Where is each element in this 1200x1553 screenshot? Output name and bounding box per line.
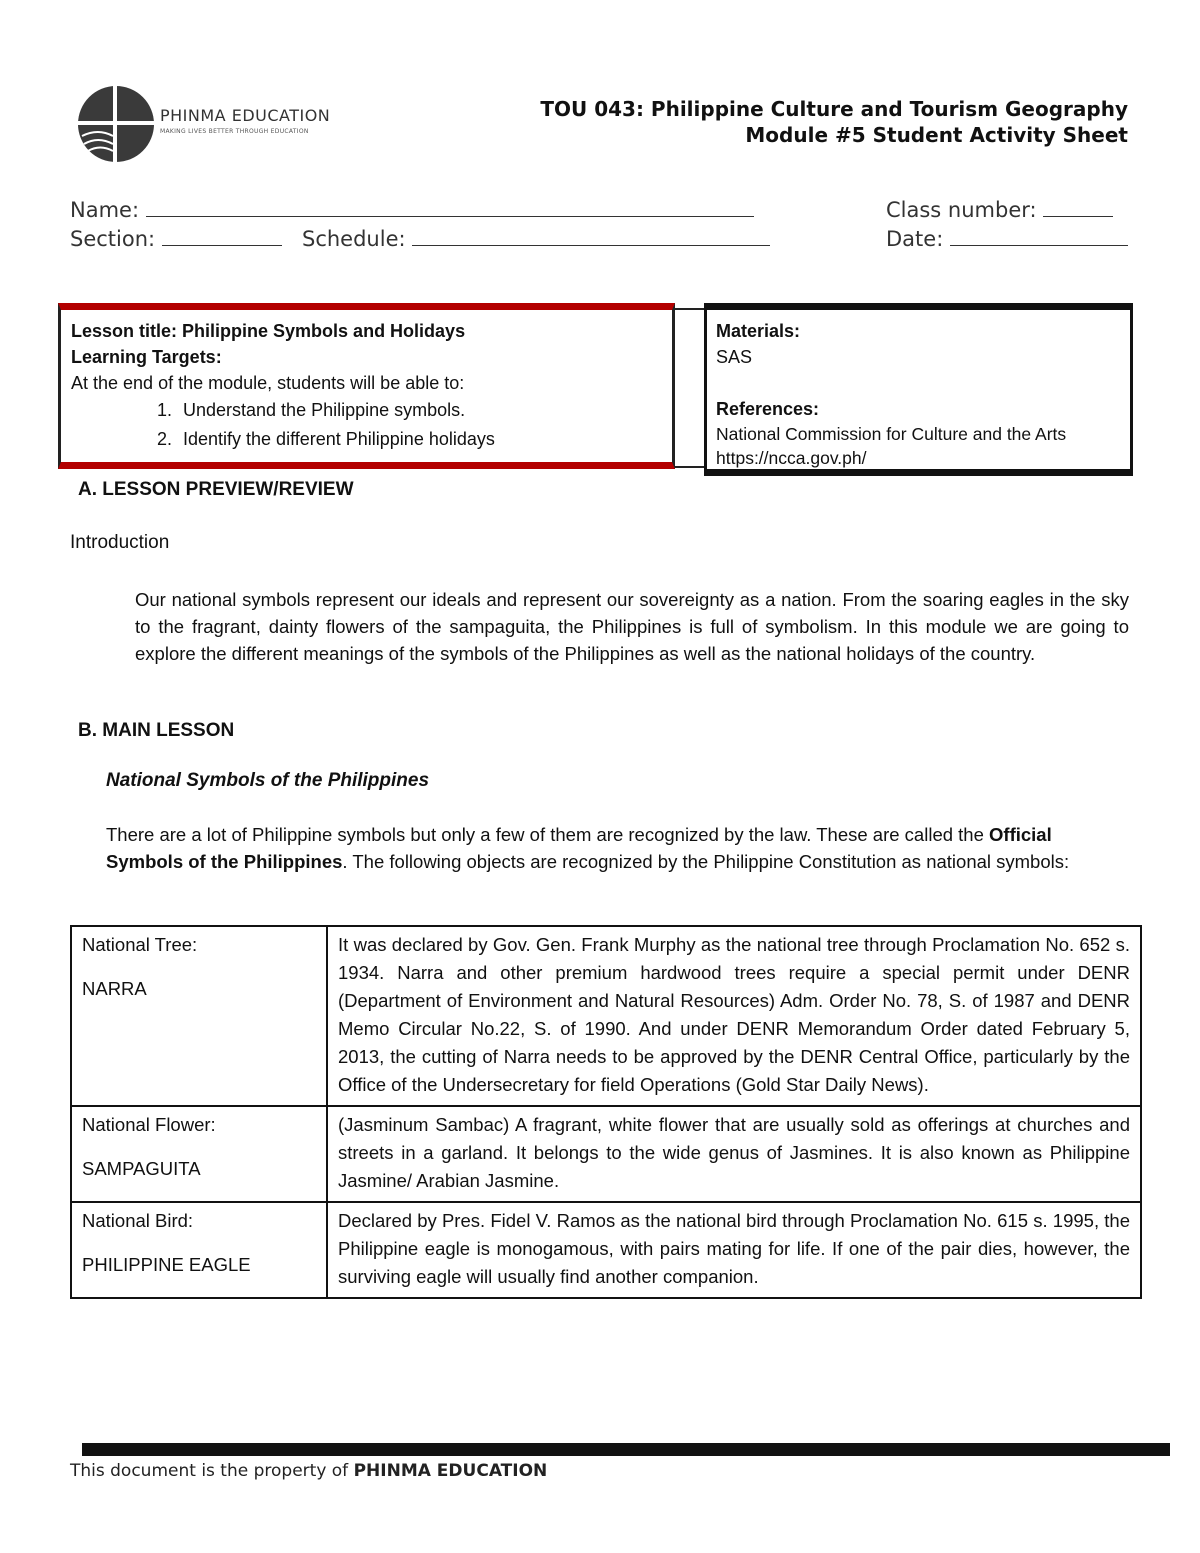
materials-label: Materials:	[716, 321, 801, 341]
lesson-info-box	[58, 303, 675, 469]
symbol-label-cell	[71, 926, 327, 1106]
section-blank[interactable]	[162, 227, 282, 246]
logo-tagline: MAKING LIVES BETTER THROUGH EDUCATION	[160, 128, 309, 135]
materials-box	[704, 303, 1133, 476]
logo-text: PHINMA EDUCATION	[160, 106, 331, 125]
symbol-description: Declared by Pres. Fidel V. Ramos as the national bird through Proclamation No. 615 s. 1995, the Philippine eagle is monogamous, with pairs mating for life. If one of the pair dies, however, the surviving eagle will usually find another companion.	[327, 1202, 1141, 1298]
class-number-label: Class number:	[886, 198, 1037, 222]
course-title: TOU 043: Philippine Culture and Tourism Geography	[540, 97, 1128, 121]
class-number-field[interactable]	[886, 198, 1113, 222]
symbol-label-cell	[71, 1106, 327, 1202]
document-header	[540, 96, 1128, 148]
date-field[interactable]	[886, 227, 1128, 251]
module-title: Module #5 Student Activity Sheet	[745, 123, 1128, 147]
section-b-heading: B. MAIN LESSON	[78, 720, 235, 741]
table-row	[71, 926, 1141, 1106]
symbol-category: National Bird:	[82, 1210, 194, 1231]
reference-link[interactable]: https://ncca.gov.ph/	[716, 448, 867, 468]
footer-company: PHINMA EDUCATION	[353, 1461, 548, 1481]
reference-item: National Commission for Culture and the Arts	[716, 424, 1067, 444]
footer-ownership-notice	[70, 1461, 547, 1481]
symbol-name: NARRA	[82, 978, 147, 999]
lesson-title-label: Lesson title:	[71, 321, 178, 341]
national-symbols-table	[70, 925, 1142, 1299]
references-label: References:	[716, 399, 820, 419]
paragraph-text: There are a lot of Philippine symbols but only a few of them are recognized by the law. These are called the	[106, 824, 990, 845]
date-label: Date:	[886, 227, 944, 251]
phinma-logo	[76, 84, 336, 164]
learning-targets-intro: At the end of the module, students will be able to:	[71, 373, 465, 393]
section-field[interactable]	[70, 227, 282, 251]
section-a-heading: A. LESSON PREVIEW/REVIEW	[78, 479, 354, 500]
learning-target-item: 1. Understand the Philippine symbols.	[177, 396, 662, 425]
symbol-label-cell	[71, 1202, 327, 1298]
date-blank[interactable]	[950, 227, 1128, 246]
lesson-title: Philippine Symbols and Holidays	[182, 321, 466, 341]
name-field[interactable]	[70, 198, 754, 222]
box-connector	[675, 308, 707, 468]
symbol-description: (Jasminum Sambac) A fragrant, white flower that are usually sold as offerings at churches and streets in a garland. It belongs to the wide genus of Jasmines. It is also known as Philippine Jasmine/ Arabian Jasmine.	[327, 1106, 1141, 1202]
table-row	[71, 1202, 1141, 1298]
schedule-label: Schedule:	[302, 227, 406, 251]
footer-divider	[82, 1443, 1170, 1456]
footer-text: This document is the property of	[70, 1461, 354, 1481]
introduction-paragraph: Our national symbols represent our ideals and represent our sovereignty as a nation. From the soaring eagles in the sky to the fragrant, dainty flowers of the sampaguita, the Philippines is full of symbolism. In this module we are going to explore the different meanings of the symbols of the Philippines as well as the national holidays of the country.	[135, 589, 1129, 664]
paragraph-text: . The following objects are recognized by the Philippine Constitution as national symbols:	[342, 851, 1070, 872]
symbol-description: It was declared by Gov. Gen. Frank Murphy as the national tree through Proclamation No. 652 s. 1934. Narra and other premium hardwood trees require a special permit under DENR (Department of Environment and Natural Resources) Adm. Order No. 78, S. of 1987 and DENR Memo Circular No.22, S. of 1990. And under DENR Memorandum Order dated February 5, 2013, the cutting of Narra needs to be approved by the DENR Central Office, particularly by the Office of the Undersecretary for field Operations (Gold Star Daily News).	[327, 926, 1141, 1106]
introduction-heading: Introduction	[70, 532, 170, 553]
paragraph-bold-text: Official Symbols of the Philippines	[106, 824, 1052, 872]
main-lesson-paragraph	[106, 821, 1131, 875]
materials-value: SAS	[716, 347, 753, 367]
schedule-field[interactable]	[302, 227, 770, 251]
learning-target-item: 2. Identify the different Philippine holidays	[177, 425, 662, 454]
learning-targets-list	[71, 396, 662, 454]
learning-targets-label: Learning Targets:	[71, 347, 222, 367]
name-label: Name:	[70, 198, 140, 222]
class-number-blank[interactable]	[1043, 198, 1113, 217]
symbol-category: National Flower:	[82, 1114, 216, 1135]
symbol-name: SAMPAGUITA	[82, 1158, 201, 1179]
name-blank[interactable]	[146, 198, 754, 217]
table-row	[71, 1106, 1141, 1202]
lesson-title-line	[71, 318, 662, 344]
symbol-name: PHILIPPINE EAGLE	[82, 1254, 251, 1275]
national-symbols-heading: National Symbols of the Philippines	[106, 770, 430, 791]
section-label: Section:	[70, 227, 156, 251]
schedule-blank[interactable]	[412, 227, 770, 246]
symbol-category: National Tree:	[82, 934, 198, 955]
